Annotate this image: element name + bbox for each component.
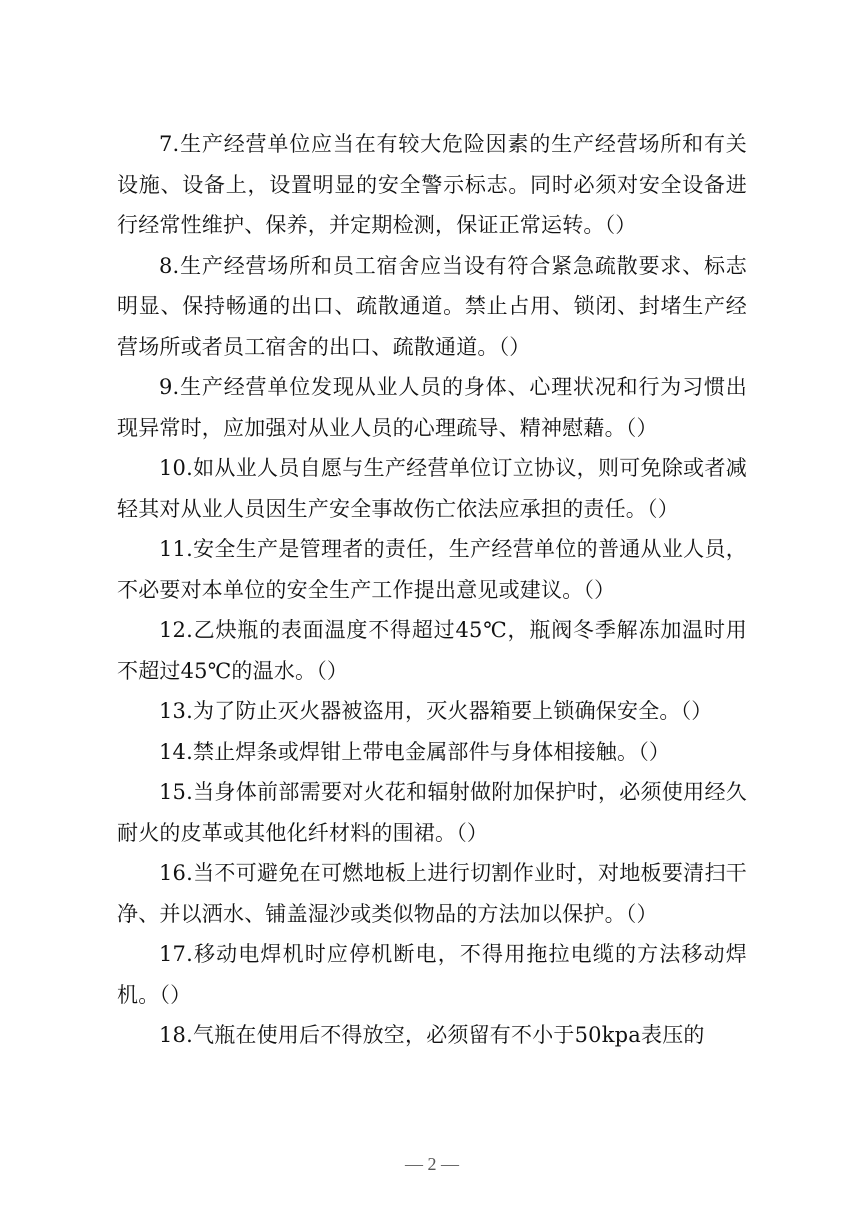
question-list bbox=[117, 124, 747, 1056]
question-11: 11.安全生产是管理者的责任，生产经营单位的普通从业人员，不必要对本单位的安全生产工作提出意见或建议。（） bbox=[117, 537, 747, 602]
question-10: 10.如从业人员自愿与生产经营单位订立协议，则可免除或者减轻其对从业人员因生产安全事故伤亡依法应承担的责任。（） bbox=[117, 456, 747, 521]
question-14: 14.禁止焊条或焊钳上带电金属部件与身体相接触。（） bbox=[159, 739, 671, 764]
question-7: 7.生产经营单位应当在有较大危险因素的生产经营场所和有关设施、设备上，设置明显的安全警示标志。同时必须对安全设备进行经常性维护、保养，并定期检测，保证正常运转。（） bbox=[117, 132, 747, 237]
question-17: 17.移动电焊机时应停机断电，不得用拖拉电缆的方法移动焊机。（） bbox=[117, 942, 747, 1007]
question-12: 12.乙炔瓶的表面温度不得超过45℃，瓶阀冬季解冻加温时用不超过45℃的温水。（） bbox=[117, 618, 747, 683]
question-8: 8.生产经营场所和员工宿舍应当设有符合紧急疏散要求、标志明显、保持畅通的出口、疏散通道。禁止占用、锁闭、封堵生产经营场所或者员工宿舍的出口、疏散通道。（） bbox=[117, 253, 747, 359]
question-15: 15.当身体前部需要对火花和辐射做附加保护时，必须使用经久耐火的皮革或其他化纤材料的围裙。（） bbox=[117, 780, 747, 845]
question-9: 9.生产经营单位发现从业人员的身体、心理状况和行为习惯出现异常时，应加强对从业人员的心理疏导、精神慰藉。（） bbox=[117, 375, 747, 440]
question-13: 13.为了防止灭火器被盗用，灭火器箱要上锁确保安全。（） bbox=[159, 699, 713, 723]
page-number: — 2 — bbox=[405, 1154, 459, 1174]
question-18: 18.气瓶在使用后不得放空，必须留有不小于50kpa表压的 bbox=[159, 1023, 705, 1047]
question-16: 16.当不可避免在可燃地板上进行切割作业时，对地板要清扫干净、并以洒水、铺盖湿沙或类似物品的方法加以保护。（） bbox=[117, 861, 747, 926]
